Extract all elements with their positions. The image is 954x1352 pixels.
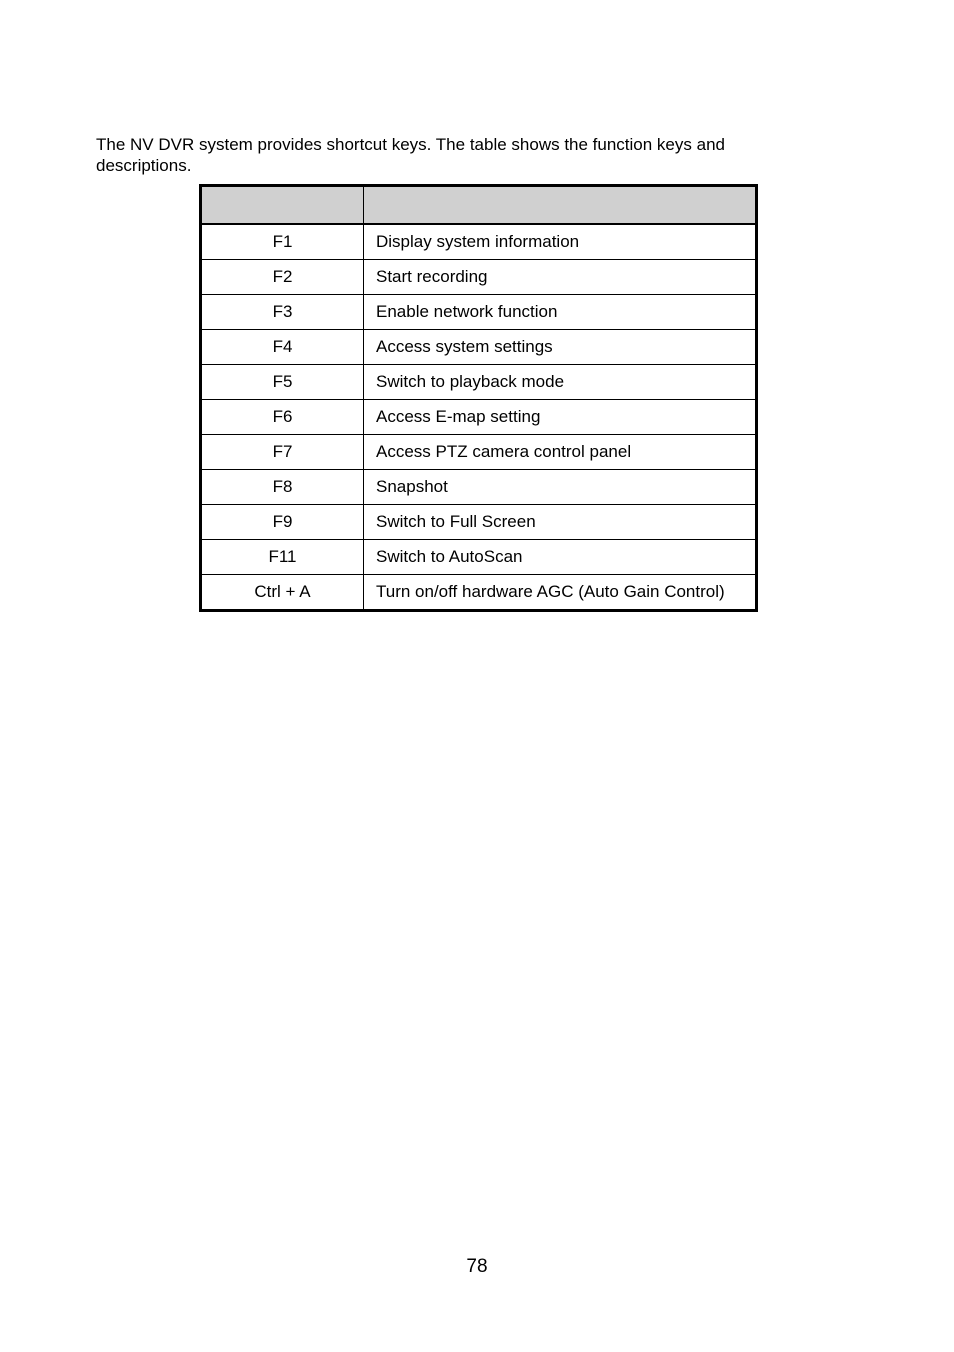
table-body: [201, 224, 757, 611]
table-row: [201, 540, 757, 575]
shortcut-description: Access PTZ camera control panel: [364, 435, 757, 470]
table-row: [201, 224, 757, 260]
shortcut-key: Ctrl + A: [201, 575, 364, 611]
table-row: [201, 400, 757, 435]
shortcut-description: Enable network function: [364, 295, 757, 330]
shortcut-description: Start recording: [364, 260, 757, 295]
shortcut-key: F6: [201, 400, 364, 435]
table-header-row: [201, 186, 757, 225]
table-row: [201, 365, 757, 400]
shortcut-key: F3: [201, 295, 364, 330]
table-row: [201, 575, 757, 611]
table-row: [201, 330, 757, 365]
shortcut-description: Switch to Full Screen: [364, 505, 757, 540]
header-key-cell: [201, 186, 364, 225]
page-number: 78: [466, 1256, 488, 1277]
shortcut-description: Switch to AutoScan: [364, 540, 757, 575]
table-row: [201, 260, 757, 295]
shortcut-description: Access E-map setting: [364, 400, 757, 435]
table-row: [201, 505, 757, 540]
table-row: [201, 295, 757, 330]
shortcut-key: F9: [201, 505, 364, 540]
shortcut-key: F11: [201, 540, 364, 575]
shortcut-description: Access system settings: [364, 330, 757, 365]
shortcut-key: F2: [201, 260, 364, 295]
shortcut-description: Snapshot: [364, 470, 757, 505]
shortcut-key: F7: [201, 435, 364, 470]
shortcut-key: F5: [201, 365, 364, 400]
shortcut-description: Turn on/off hardware AGC (Auto Gain Control): [364, 575, 757, 611]
shortcut-keys-table: [199, 184, 758, 612]
table-row: [201, 435, 757, 470]
table-row: [201, 470, 757, 505]
intro-paragraph: The NV DVR system provides shortcut keys. The table shows the function keys and descriptions.: [96, 135, 725, 175]
shortcut-key: F1: [201, 224, 364, 260]
header-description-cell: [364, 186, 757, 225]
shortcut-description: Display system information: [364, 224, 757, 260]
shortcut-key: F4: [201, 330, 364, 365]
shortcut-key: F8: [201, 470, 364, 505]
shortcut-description: Switch to playback mode: [364, 365, 757, 400]
